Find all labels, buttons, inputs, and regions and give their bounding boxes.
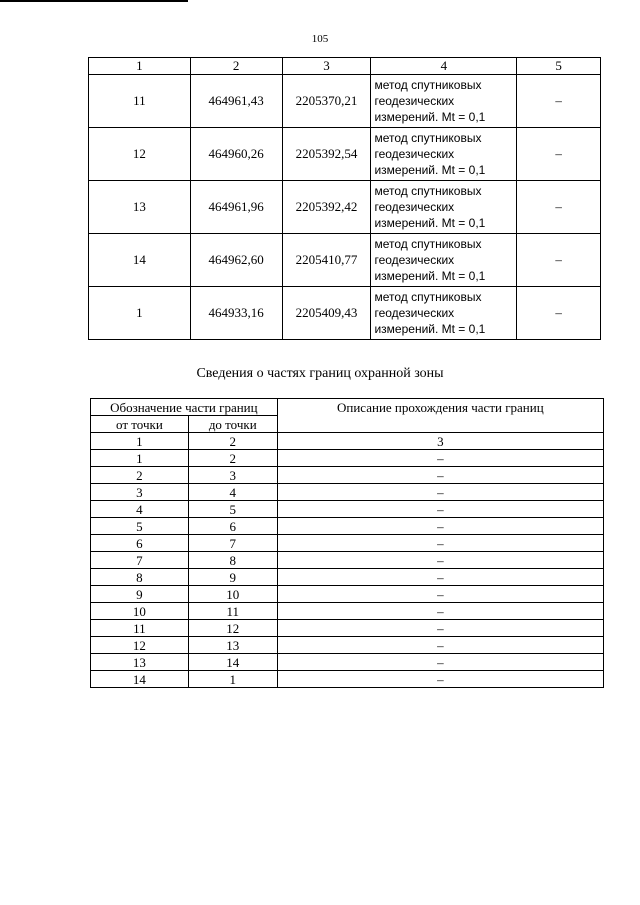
to-point: 3: [188, 467, 277, 484]
boundary-description: –: [277, 637, 603, 654]
method-line: метод спутниковых: [374, 78, 482, 92]
method-line: геодезических: [374, 94, 455, 108]
point-number: 13: [89, 181, 191, 234]
top-rule: [0, 0, 188, 2]
y-coordinate: 2205410,77: [282, 234, 371, 287]
x-coordinate: 464933,16: [190, 287, 282, 340]
method-line: измерений. Mt = 0,1: [374, 322, 486, 336]
point-number: 11: [89, 75, 191, 128]
parts-header-row: [91, 399, 604, 416]
boundary-description: –: [277, 535, 603, 552]
to-point-header: до точки: [188, 416, 277, 433]
x-coordinate: 464961,96: [190, 181, 282, 234]
boundary-part-row: [91, 586, 604, 603]
boundary-part-row: [91, 467, 604, 484]
boundary-part-row: [91, 518, 604, 535]
boundary-part-row: [91, 569, 604, 586]
coordinates-header-row: [89, 58, 601, 75]
measurement-method: [371, 234, 517, 287]
method-line: геодезических: [374, 306, 455, 320]
note: –: [517, 181, 601, 234]
boundary-part-row: [91, 603, 604, 620]
to-point: 11: [188, 603, 277, 620]
coordinate-row: [89, 287, 601, 340]
boundary-part-row: [91, 552, 604, 569]
point-number: 14: [89, 234, 191, 287]
method-line: метод спутниковых: [374, 237, 482, 251]
column-number-header: 1: [89, 58, 191, 75]
note: –: [517, 75, 601, 128]
to-point: 8: [188, 552, 277, 569]
to-point: 6: [188, 518, 277, 535]
coordinate-row: [89, 128, 601, 181]
section-title: Сведения о частях границ охранной зоны: [196, 366, 444, 381]
from-point: 10: [91, 603, 189, 620]
method-line: метод спутниковых: [374, 131, 482, 145]
note: –: [517, 128, 601, 181]
from-point: 2: [91, 467, 189, 484]
to-point: 13: [188, 637, 277, 654]
boundary-part-row: [91, 671, 604, 688]
method-line: метод спутниковых: [374, 184, 482, 198]
x-coordinate: 464960,26: [190, 128, 282, 181]
note: –: [517, 287, 601, 340]
from-point: 7: [91, 552, 189, 569]
from-point: 12: [91, 637, 189, 654]
boundary-parts-table: [90, 398, 604, 688]
coordinate-row: [89, 181, 601, 234]
to-point: 9: [188, 569, 277, 586]
boundary-description: –: [277, 603, 603, 620]
from-point: 9: [91, 586, 189, 603]
coordinate-row: [89, 234, 601, 287]
boundary-description: –: [277, 671, 603, 688]
coordinate-row: [89, 75, 601, 128]
from-point: 4: [91, 501, 189, 518]
point-number: 12: [89, 128, 191, 181]
from-point-header: от точки: [91, 416, 189, 433]
to-point: 1: [188, 671, 277, 688]
method-line: метод спутниковых: [374, 290, 482, 304]
column-number-header: 2: [190, 58, 282, 75]
boundary-description: –: [277, 569, 603, 586]
boundary-description: –: [277, 654, 603, 671]
from-point: 1: [91, 450, 189, 467]
column-number-header: 2: [188, 433, 277, 450]
to-point: 14: [188, 654, 277, 671]
measurement-method: [371, 181, 517, 234]
boundary-description: –: [277, 518, 603, 535]
method-line: геодезических: [374, 200, 455, 214]
boundary-description: –: [277, 586, 603, 603]
boundary-description: –: [277, 484, 603, 501]
column-number-header: 1: [91, 433, 189, 450]
to-point: 10: [188, 586, 277, 603]
boundary-part-designation-header: Обозначение части границ: [91, 399, 278, 416]
boundary-part-row: [91, 654, 604, 671]
boundary-description: –: [277, 501, 603, 518]
from-point: 3: [91, 484, 189, 501]
boundary-part-row: [91, 484, 604, 501]
y-coordinate: 2205392,42: [282, 181, 371, 234]
page-number: 105: [311, 33, 329, 45]
to-point: 2: [188, 450, 277, 467]
method-line: геодезических: [374, 253, 455, 267]
to-point: 5: [188, 501, 277, 518]
coordinates-table: [88, 57, 601, 340]
column-number-header: 5: [517, 58, 601, 75]
boundary-description: –: [277, 620, 603, 637]
method-line: измерений. Mt = 0,1: [374, 163, 486, 177]
from-point: 5: [91, 518, 189, 535]
boundary-description: –: [277, 450, 603, 467]
boundary-description: –: [277, 467, 603, 484]
from-point: 8: [91, 569, 189, 586]
method-line: измерений. Mt = 0,1: [374, 216, 486, 230]
method-line: геодезических: [374, 147, 455, 161]
from-point: 13: [91, 654, 189, 671]
measurement-method: [371, 128, 517, 181]
point-number: 1: [89, 287, 191, 340]
boundary-part-row: [91, 620, 604, 637]
boundary-part-row: [91, 535, 604, 552]
x-coordinate: 464961,43: [190, 75, 282, 128]
from-point: 14: [91, 671, 189, 688]
method-line: измерений. Mt = 0,1: [374, 110, 486, 124]
column-number-header: 4: [371, 58, 517, 75]
x-coordinate: 464962,60: [190, 234, 282, 287]
to-point: 4: [188, 484, 277, 501]
column-number-header: 3: [282, 58, 371, 75]
from-point: 11: [91, 620, 189, 637]
to-point: 12: [188, 620, 277, 637]
column-number-header: 3: [277, 433, 603, 450]
parts-numbering-row: [91, 433, 604, 450]
method-line: измерений. Mt = 0,1: [374, 269, 486, 283]
measurement-method: [371, 75, 517, 128]
boundary-part-row: [91, 501, 604, 518]
boundary-description: –: [277, 552, 603, 569]
note: –: [517, 234, 601, 287]
boundary-part-row: [91, 637, 604, 654]
to-point: 7: [188, 535, 277, 552]
y-coordinate: 2205409,43: [282, 287, 371, 340]
boundary-description-header: Описание прохождения части границ: [277, 399, 603, 433]
y-coordinate: 2205392,54: [282, 128, 371, 181]
from-point: 6: [91, 535, 189, 552]
y-coordinate: 2205370,21: [282, 75, 371, 128]
boundary-part-row: [91, 450, 604, 467]
measurement-method: [371, 287, 517, 340]
